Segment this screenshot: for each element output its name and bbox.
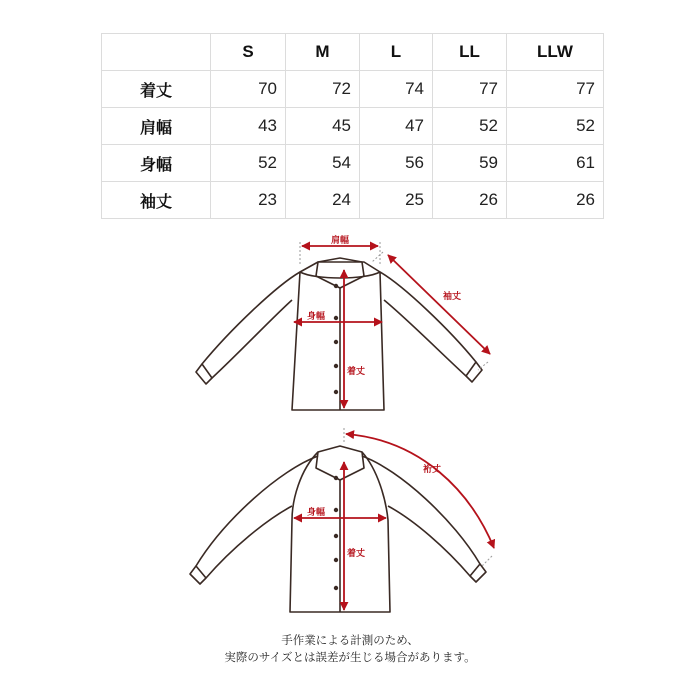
- size-col-ll: LL: [433, 34, 507, 71]
- cell-value: 61: [507, 145, 604, 182]
- label-chest-top: 身幅: [306, 312, 326, 322]
- shirt-diagram-bottom: [190, 446, 486, 612]
- cell-value: 43: [211, 108, 286, 145]
- yoke-line: [300, 272, 380, 278]
- label-sleeve-top: 袖丈: [442, 292, 462, 302]
- cell-value: 52: [433, 108, 507, 145]
- left-raglan-sleeve: [196, 456, 318, 578]
- row-label-length: 着丈: [102, 71, 211, 108]
- cell-value: 24: [286, 182, 360, 219]
- cell-value: 52: [507, 108, 604, 145]
- label-yuki-bottom: 裄丈: [422, 465, 442, 475]
- shirt-body-outline: [292, 262, 384, 410]
- cell-value: 77: [507, 71, 604, 108]
- cell-value: 26: [507, 182, 604, 219]
- cell-value: 70: [211, 71, 286, 108]
- cell-value: 72: [286, 71, 360, 108]
- size-col-m: M: [286, 34, 360, 71]
- size-col-s: S: [211, 34, 286, 71]
- button-row-top: [334, 284, 338, 394]
- row-label-shoulder: 肩幅: [102, 108, 211, 145]
- note-line-1: 手作業による計測のため、: [281, 633, 419, 647]
- label-length-top: 着丈: [346, 367, 366, 377]
- measurements-bottom: [294, 428, 494, 610]
- right-raglan-sleeve: [362, 456, 480, 576]
- cell-value: 23: [211, 182, 286, 219]
- cell-value: 74: [360, 71, 433, 108]
- note-line-2: 実際のサイズとは誤差が生じる場合があります。: [224, 650, 476, 664]
- cell-value: 59: [433, 145, 507, 182]
- button-row-bottom: [334, 476, 338, 590]
- collar-outline-bottom: [316, 446, 364, 480]
- label-length-bottom: 着丈: [346, 549, 366, 559]
- row-label-chest: 身幅: [102, 145, 211, 182]
- label-chest-bottom: 身幅: [306, 508, 326, 518]
- yuki-length-arrow: [346, 434, 494, 548]
- cell-value: 54: [286, 145, 360, 182]
- cell-value: 26: [433, 182, 507, 219]
- cell-value: 25: [360, 182, 433, 219]
- sleeve-length-arrow: [388, 255, 490, 354]
- label-shoulder-top: 肩幅: [330, 236, 350, 246]
- cell-value: 47: [360, 108, 433, 145]
- row-label-sleeve: 袖丈: [102, 182, 211, 219]
- cell-value: 45: [286, 108, 360, 145]
- shirt-diagram-top: [196, 258, 482, 410]
- left-sleeve-outline: [202, 272, 300, 378]
- cell-value: 56: [360, 145, 433, 182]
- cell-value: 52: [211, 145, 286, 182]
- measurements-top: [294, 242, 490, 408]
- size-col-llw: LLW: [507, 34, 604, 71]
- cell-value: 77: [433, 71, 507, 108]
- right-sleeve-outline: [380, 272, 476, 376]
- size-col-l: L: [360, 34, 433, 71]
